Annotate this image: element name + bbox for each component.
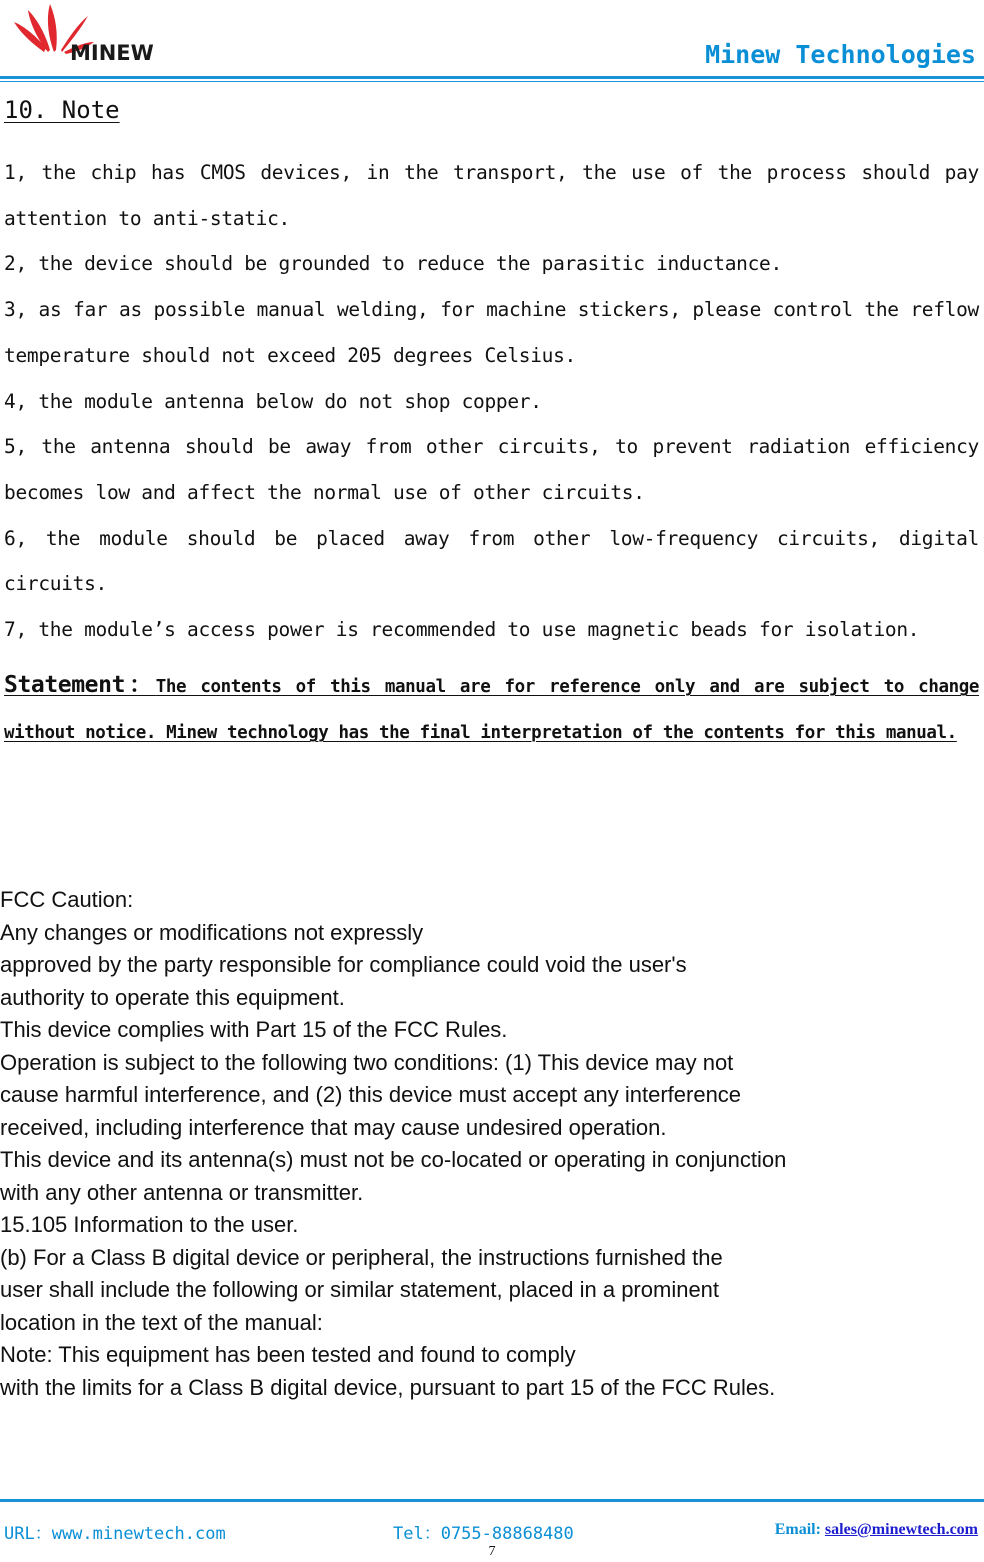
note-item: 3, as far as possible manual welding, for machine stickers, please control the reflow temperature should not exceed 205 degrees Celsius. [4, 298, 979, 367]
footer-email-label: Email: [774, 1521, 825, 1538]
fcc-line: Operation is subject to the following two conditions: (1) This device may not [0, 1049, 734, 1075]
footer-rule [0, 1499, 984, 1502]
fcc-line: Any changes or modifications not expressly [0, 919, 424, 945]
statement-text: The contents of this manual are for reference only and are subject to change without notice. Minew technology has the final interpretation of the contents for this manual. [4, 677, 980, 743]
note-item: 5, the antenna should be away from other circuits, to prevent radiation efficiency becomes low and affect the normal use of other circuits. [4, 435, 979, 504]
fcc-line: (b) For a Class B digital device or peripheral, the instructions furnished the [0, 1244, 723, 1270]
fcc-line: location in the text of the manual: [0, 1309, 323, 1335]
statement [4, 662, 979, 756]
notes-list [4, 150, 979, 653]
footer-url[interactable]: URL：www.minewtech.com [4, 1524, 226, 1544]
page-number: 7 [488, 1544, 496, 1559]
header-rule-thin [0, 81, 984, 82]
fcc-line: with the limits for a Class B digital device, pursuant to part 15 of the FCC Rules. [0, 1374, 776, 1400]
fcc-line: approved by the party responsible for compliance could void the user's [0, 952, 687, 977]
note-item: 2, the device should be grounded to reduce the parasitic inductance. [4, 252, 782, 276]
note-item: 1, the chip has CMOS devices, in the transport, the use of the process should pay attention to anti-static. [4, 161, 979, 230]
section-title: 10. Note [4, 96, 120, 124]
footer-tel: Tel：0755-88868480 [393, 1524, 574, 1544]
fcc-line: authority to operate this equipment. [0, 984, 345, 1010]
fcc-line: with any other antenna or transmitter. [0, 1179, 364, 1205]
fcc-line: This device complies with Part 15 of the FCC Rules. [0, 1017, 508, 1042]
fcc-line: Note: This equipment has been tested and found to comply [0, 1342, 576, 1367]
logo-wordmark: MINEW [70, 41, 154, 65]
company-name: Minew Technologies [705, 40, 976, 69]
note-item: 4, the module antenna below do not shop copper. [4, 389, 542, 413]
note-item: 6, the module should be placed away from other low-frequency circuits, digital circuits. [4, 526, 979, 596]
fcc-line: 15.105 Information to the user. [0, 1212, 299, 1237]
footer-email-link[interactable]: sales@minewtech.com [824, 1521, 978, 1538]
fcc-line: cause harmful interference, and (2) this device must accept any interference [0, 1082, 742, 1107]
fcc-line: This device and its antenna(s) must not be co-located or operating in conjunction [0, 1147, 787, 1172]
header-rule [0, 76, 984, 79]
statement-label: Statement： [4, 672, 156, 698]
fcc-line: user shall include the following or similar statement, placed in a prominent [0, 1277, 720, 1302]
fcc-line: FCC Caution: [0, 887, 134, 912]
footer-email [775, 1521, 978, 1539]
fcc-caution-block [0, 884, 786, 1404]
note-item: 7, the module’s access power is recommended to use magnetic beads for isolation. [4, 618, 920, 642]
fcc-line: received, including interference that may cause undesired operation. [0, 1114, 667, 1140]
minew-logo [6, 2, 166, 68]
